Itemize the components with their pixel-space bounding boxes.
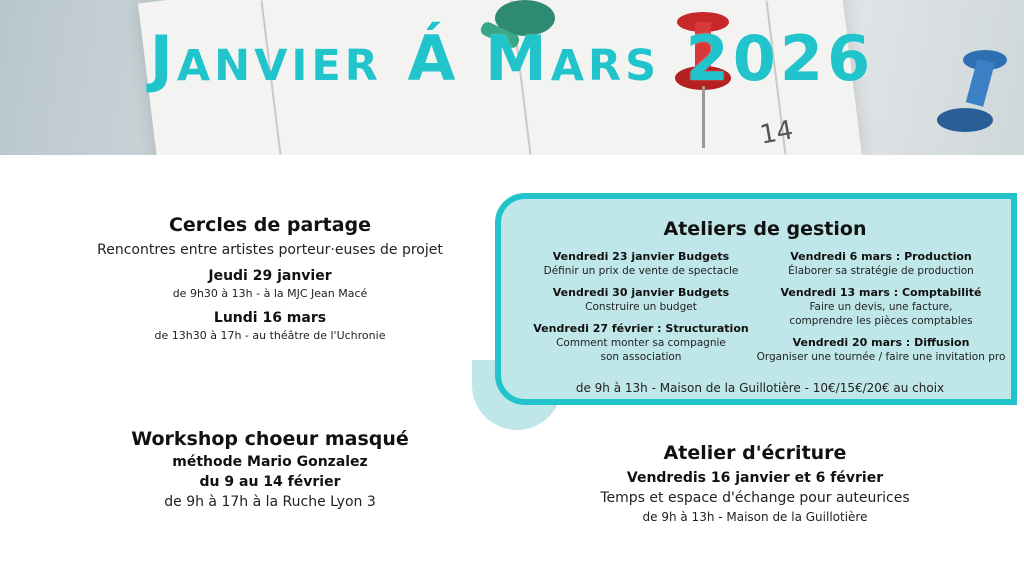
- workshop-dates: du 9 au 14 février: [199, 474, 341, 490]
- workshop-title: Workshop choeur masqué: [131, 428, 409, 450]
- atelier-event: [756, 286, 1006, 328]
- header-banner: [0, 0, 1024, 155]
- ecriture-title: Atelier d'écriture: [663, 442, 847, 464]
- event-date: Vendredi 27 février : Structuration: [533, 322, 749, 335]
- page-title: Janvier Á Mars 2026: [149, 22, 875, 95]
- event-date: Vendredi 30 janvier Budgets: [552, 286, 730, 299]
- ecriture-dates: Vendredis 16 janvier et 6 février: [626, 470, 884, 486]
- event-date: Vendredi 13 mars : Comptabilité: [780, 286, 982, 299]
- event-desc: Construire un budget: [585, 301, 697, 313]
- atelier-event: [516, 286, 766, 314]
- event-desc: Faire un devis, une facture, comprendre les pièces comptables: [789, 301, 973, 327]
- cercles-subtitle: Rencontres entre artistes porteur·euses de projet: [97, 242, 443, 258]
- workshop-method: méthode Mario Gonzalez: [172, 454, 368, 470]
- cercles-title: Cercles de partage: [168, 214, 372, 236]
- ateliers-right-column: [756, 250, 1006, 372]
- atelier-event: [516, 322, 766, 364]
- ateliers-left-column: [516, 250, 766, 372]
- ecriture-desc: Temps et espace d'échange pour auteurices: [600, 490, 910, 506]
- event-desc: Comment monter sa compagnie son association: [556, 337, 726, 363]
- event-desc: Organiser une tournée / faire une invitation pro: [756, 351, 1006, 363]
- cercles-date-1: Jeudi 29 janvier: [208, 268, 332, 284]
- atelier-event: [756, 250, 1006, 278]
- cercles-date-2: Lundi 16 mars: [213, 310, 327, 326]
- cercles-detail-2: de 13h30 à 17h - au théâtre de l'Uchronie: [154, 329, 386, 342]
- ecriture-detail: de 9h à 13h - Maison de la Guillotière: [642, 510, 868, 524]
- calendar-number: 14: [757, 115, 796, 151]
- event-desc: Élaborer sa stratégie de production: [788, 265, 974, 277]
- event-date: Vendredi 6 mars : Production: [790, 250, 972, 263]
- event-date: Vendredi 23 janvier Budgets: [552, 250, 730, 263]
- workshop-section: [60, 428, 480, 510]
- atelier-event: [516, 250, 766, 278]
- cercles-detail-1: de 9h30 à 13h - à la MJC Jean Macé: [172, 287, 368, 300]
- cercles-section: [60, 214, 480, 342]
- atelier-event: [756, 336, 1006, 364]
- ateliers-footer: de 9h à 13h - Maison de la Guillotière - 10€/15€/20€ au choix: [575, 381, 945, 395]
- event-desc: Définir un prix de vente de spectacle: [543, 265, 739, 277]
- event-date: Vendredi 20 mars : Diffusion: [792, 336, 970, 349]
- workshop-detail: de 9h à 17h à la Ruche Lyon 3: [164, 494, 376, 510]
- ateliers-title: Ateliers de gestion: [663, 218, 867, 240]
- ecriture-section: [530, 442, 980, 524]
